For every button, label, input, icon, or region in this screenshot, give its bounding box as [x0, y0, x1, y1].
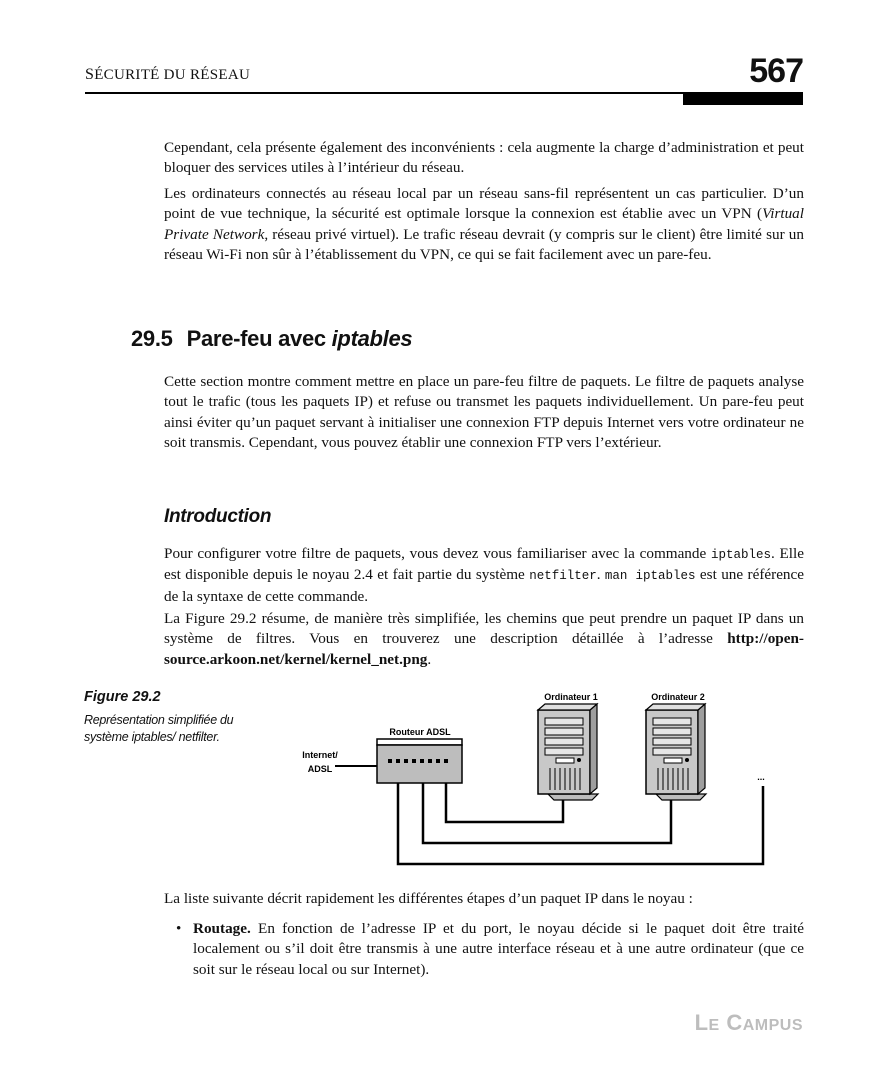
- paragraph-figure-ref: [164, 609, 804, 670]
- router-label: Routeur ADSL: [389, 727, 451, 737]
- subsection-heading: Introduction: [164, 506, 272, 527]
- code-netfilter: netfilter: [529, 569, 597, 584]
- paragraph-text: est une référence de la syntaxe de cette commande.: [164, 566, 805, 605]
- logo-letter: E: [708, 1017, 720, 1034]
- logo-letter: C: [726, 1010, 743, 1035]
- section-heading: [131, 326, 412, 352]
- bullet-list: [176, 919, 804, 980]
- list-item-text: En fonction de l’adresse IP et du port, le noyau décide si le paquet doit être traité localement ou s’il doit être transmis à une autre interface réseau et à une autre ordinateur (que ce soit sur le réseau local ou sur Internet).: [193, 920, 804, 978]
- internet-label-line2: ADSL: [307, 764, 333, 774]
- code-iptables: iptables: [710, 548, 771, 562]
- computer2-tower: [646, 704, 706, 800]
- paragraph-iptables: [164, 544, 804, 607]
- figure-caption: [84, 712, 254, 746]
- computer2-label: Ordinateur 2: [651, 692, 705, 702]
- running-title-initial: S: [85, 66, 95, 83]
- page-number: 567: [749, 52, 803, 90]
- section-title: Pare-feu avec: [186, 326, 332, 351]
- paragraph-text: . Elle est disponible depuis le noyau 2.4 et fait partie du système: [164, 545, 804, 584]
- paragraph-text: .: [596, 566, 605, 584]
- internet-label-line1: Internet/: [302, 750, 338, 760]
- paragraph-text: .: [427, 650, 432, 668]
- list-intro: [164, 889, 804, 909]
- figure-label: Figure 29.2: [84, 689, 161, 705]
- paragraph-text: , réseau privé virtuel). Le trafic réseau devrait (y compris sur le client) être limité sur un réseau Wi-Fi non sûr à l’établissement du VPN, ce qui se fait facilement avec un pare-feu.: [164, 225, 804, 264]
- others-ellipsis: ...: [757, 772, 765, 782]
- running-title-rest: ÉCURITÉ DU RÉSEAU: [94, 67, 251, 83]
- caption-italic: iptables/ netfilter: [131, 730, 217, 744]
- paragraph-text: Cette section montre comment mettre en place un pare-feu filtre de paquets. Le filtre de paquets analyse tout le trafic (tous les paquets IP) et refuse ou transmet les paquets individuellement. Un pare-feu peut ainsi éviter qu’un paquet servant à initialiser une connexion FTP depuis Internet vers votre ordinateur ne soit transmis. Cependant, vous pouvez établir une connexion FTP vers l’extérieur.: [164, 373, 804, 452]
- paragraph-italic: Virtual Private Network: [164, 205, 804, 243]
- code-man-iptables: man iptables: [604, 569, 696, 584]
- computer1-label: Ordinateur 1: [544, 692, 598, 702]
- logo-letter: L: [694, 1010, 709, 1035]
- list-item-term: Routage.: [193, 920, 251, 937]
- section-title-italic: iptables: [331, 326, 413, 351]
- computer1-tower: [538, 704, 598, 800]
- list-item: [176, 919, 804, 980]
- running-title: [85, 66, 250, 84]
- publisher-logo: [695, 1010, 803, 1036]
- logo-rest: AMPUS: [742, 1017, 803, 1034]
- paragraph-wifi: [164, 184, 804, 266]
- paragraph-text: La Figure 29.2 résume, de manière très simplifiée, les chemins que peut prendre un paquet IP dans un système de filtres. Vous en trouverez une description détaillée à l’adresse: [164, 610, 804, 648]
- paragraph-text: Pour configurer votre filtre de paquets, vous devez vous familiariser avec la commande: [164, 545, 711, 562]
- paragraph-text: Les ordinateurs connectés au réseau local par un réseau sans-fil représentent un cas particulier. D’un point de vue technique, la sécurité est optimale lorsque la connexion est établie avec un VPN (: [164, 185, 804, 223]
- section-paragraph: [164, 372, 804, 454]
- network-diagram: [280, 688, 780, 873]
- header-bar: [683, 94, 803, 105]
- paragraph-inconvenients: [164, 138, 804, 179]
- router-box: [377, 739, 462, 783]
- caption-text: Représentation simplifiée du système: [84, 713, 234, 744]
- section-number: 29.5: [131, 326, 173, 351]
- url-link: http://open-source.arkoon.net/kernel/kernel_net.png: [164, 630, 804, 668]
- caption-text: .: [216, 730, 220, 744]
- paragraph-text: La liste suivante décrit rapidement les différentes étapes d’un paquet IP dans le noyau :: [164, 890, 693, 907]
- paragraph-text: Cependant, cela présente également des inconvénients : cela augmente la charge d’administration et peut bloquer des services utiles à l’intérieur du réseau.: [164, 139, 804, 177]
